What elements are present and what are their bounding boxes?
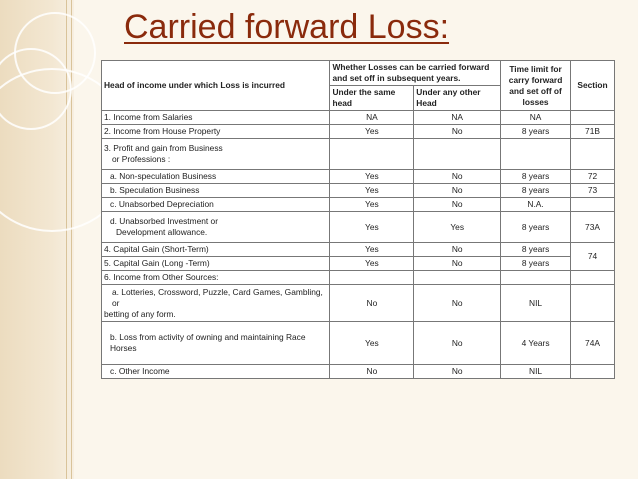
row-other-head: No — [414, 257, 501, 271]
empty-cell — [571, 271, 615, 285]
row-head-line: 3. Profit and gain from Business — [104, 143, 223, 153]
row-time-limit: 4 Years — [501, 322, 571, 365]
header-time-limit: Time limit for carry forward and set off of losses — [501, 61, 571, 111]
row-section — [571, 198, 615, 212]
table-row — [102, 139, 615, 170]
row-head: c. Unabsorbed Depreciation — [102, 198, 330, 212]
empty-cell — [571, 139, 615, 170]
row-same-head: NA — [330, 111, 414, 125]
header-under-same-head: Under the same head — [330, 86, 414, 111]
empty-cell — [501, 271, 571, 285]
row-time-limit: 8 years — [501, 170, 571, 184]
carried-forward-loss-table — [101, 60, 615, 379]
row-other-head: No — [414, 365, 501, 379]
table-row — [102, 322, 615, 365]
row-head — [102, 285, 330, 322]
row-time-limit: 8 years — [501, 125, 571, 139]
row-section — [571, 285, 615, 322]
row-head-line: a. Lotteries, Crossword, Puzzle, Card Games, Gambling, or — [112, 286, 323, 308]
row-section: 73A — [571, 212, 615, 243]
row-same-head: Yes — [330, 257, 414, 271]
row-time-limit: 8 years — [501, 243, 571, 257]
row-time-limit: NIL — [501, 285, 571, 322]
empty-cell — [501, 139, 571, 170]
row-head: a. Non-speculation Business — [102, 170, 330, 184]
row-head: 6. Income from Other Sources: — [102, 271, 330, 285]
table-row — [102, 243, 615, 257]
row-section: 72 — [571, 170, 615, 184]
row-other-head: NA — [414, 111, 501, 125]
row-head: 1. Income from Salaries — [102, 111, 330, 125]
row-head-line: d. Unabsorbed Investment or — [110, 216, 219, 226]
row-time-limit: NIL — [501, 365, 571, 379]
row-time-limit: NA — [501, 111, 571, 125]
empty-cell — [330, 271, 414, 285]
row-same-head: No — [330, 285, 414, 322]
row-other-head: No — [414, 198, 501, 212]
row-same-head: No — [330, 365, 414, 379]
row-other-head: No — [414, 322, 501, 365]
row-head: c. Other Income — [102, 365, 330, 379]
row-other-head: No — [414, 125, 501, 139]
row-head: 5. Capital Gain (Long -Term) — [102, 257, 330, 271]
row-other-head: Yes — [414, 212, 501, 243]
row-time-limit: 8 years — [501, 257, 571, 271]
row-same-head: Yes — [330, 170, 414, 184]
table-row — [102, 184, 615, 198]
row-section: 71B — [571, 125, 615, 139]
header-head-of-income: Head of income under which Loss is incurred — [102, 61, 330, 111]
table-row — [102, 170, 615, 184]
slide-title: Carried forward Loss: — [124, 8, 450, 46]
row-time-limit: 8 years — [501, 184, 571, 198]
header-under-any-other-head: Under any other Head — [414, 86, 501, 111]
row-section — [571, 365, 615, 379]
row-other-head: No — [414, 285, 501, 322]
table-row — [102, 212, 615, 243]
header-section: Section — [571, 61, 615, 111]
row-head — [102, 139, 330, 170]
row-head: b. Speculation Business — [102, 184, 330, 198]
row-time-limit: 8 years — [501, 212, 571, 243]
row-same-head: Yes — [330, 198, 414, 212]
row-section: 74 — [571, 243, 615, 271]
row-section: 73 — [571, 184, 615, 198]
table-row — [102, 111, 615, 125]
row-head: 2. Income from House Property — [102, 125, 330, 139]
table-header-row — [102, 61, 615, 86]
table-row — [102, 365, 615, 379]
row-head-line: betting of any form. — [104, 308, 176, 319]
row-head — [102, 212, 330, 243]
empty-cell — [414, 271, 501, 285]
row-other-head: No — [414, 243, 501, 257]
row-same-head: Yes — [330, 243, 414, 257]
table-row — [102, 271, 615, 285]
row-other-head: No — [414, 170, 501, 184]
row-same-head: Yes — [330, 125, 414, 139]
row-head-line: Development allowance. — [116, 227, 208, 237]
row-head-line: or Professions : — [112, 154, 171, 164]
row-same-head: Yes — [330, 322, 414, 365]
row-same-head: Yes — [330, 184, 414, 198]
row-section — [571, 111, 615, 125]
row-other-head: No — [414, 184, 501, 198]
table-row — [102, 198, 615, 212]
empty-cell — [414, 139, 501, 170]
table-row — [102, 257, 615, 271]
row-same-head: Yes — [330, 212, 414, 243]
row-head: 4. Capital Gain (Short-Term) — [102, 243, 330, 257]
empty-cell — [330, 139, 414, 170]
row-head: b. Loss from activity of owning and maintaining Race Horses — [102, 322, 330, 365]
table-row — [102, 125, 615, 139]
row-section: 74A — [571, 322, 615, 365]
row-time-limit: N.A. — [501, 198, 571, 212]
header-whether-carried-forward: Whether Losses can be carried forward and set off in subsequent years. — [330, 61, 501, 86]
table-row — [102, 285, 615, 322]
